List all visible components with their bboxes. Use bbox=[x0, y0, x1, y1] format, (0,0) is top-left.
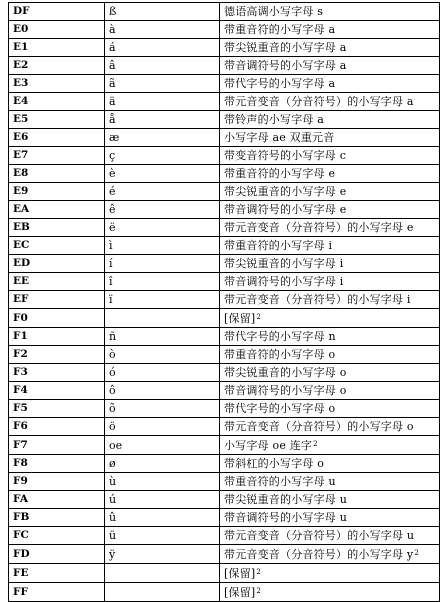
description-text: 带元音变音（分音符号）的小写字母 o bbox=[224, 420, 414, 433]
character-cell: ë bbox=[105, 219, 220, 237]
hex-code-cell: F8 bbox=[9, 455, 105, 473]
hex-code-cell: F5 bbox=[9, 400, 105, 418]
description-cell bbox=[220, 237, 440, 255]
table-row bbox=[9, 527, 440, 545]
character-cell bbox=[105, 583, 220, 602]
character-cell: î bbox=[105, 273, 220, 291]
description-text: [保留] bbox=[224, 586, 256, 599]
description-cell bbox=[220, 57, 440, 75]
footnote-marker: 2 bbox=[313, 440, 318, 448]
description-text: 小写字母 oe 连字 bbox=[224, 439, 313, 452]
footnote-marker: 2 bbox=[256, 587, 262, 595]
description-text: 带元音变音（分音符号）的小写字母 i bbox=[224, 293, 411, 306]
hex-code-cell: E3 bbox=[9, 75, 105, 93]
description-cell bbox=[220, 436, 440, 455]
character-cell: ò bbox=[105, 346, 220, 364]
description-cell bbox=[220, 400, 440, 418]
hex-code-cell: F7 bbox=[9, 436, 105, 455]
character-cell: ü bbox=[105, 527, 220, 545]
description-text: 带尖锐重音的小写字母 a bbox=[224, 41, 347, 54]
footnote-marker: 2 bbox=[414, 549, 419, 557]
description-text: 带尖锐重音的小写字母 o bbox=[224, 366, 347, 379]
table-row bbox=[9, 183, 440, 201]
table-row bbox=[9, 237, 440, 255]
description-cell bbox=[220, 328, 440, 346]
table-row bbox=[9, 129, 440, 147]
hex-code-cell: EF bbox=[9, 291, 105, 309]
table-row bbox=[9, 57, 440, 75]
hex-code-cell: FC bbox=[9, 527, 105, 545]
description-cell bbox=[220, 111, 440, 129]
character-cell: ç bbox=[105, 147, 220, 165]
description-cell bbox=[220, 545, 440, 564]
description-cell bbox=[220, 509, 440, 527]
table-row bbox=[9, 382, 440, 400]
character-cell: á bbox=[105, 39, 220, 57]
table-row bbox=[9, 147, 440, 165]
document-page bbox=[8, 2, 440, 602]
hex-code-cell: F2 bbox=[9, 346, 105, 364]
table-row bbox=[9, 219, 440, 237]
hex-code-cell: F9 bbox=[9, 473, 105, 491]
description-text: 带变音符号的小写字母 c bbox=[224, 149, 347, 162]
hex-code-cell: DF bbox=[9, 3, 105, 21]
description-cell bbox=[220, 21, 440, 39]
description-text: 带尖锐重音的小写字母 u bbox=[224, 493, 347, 506]
hex-code-cell: FB bbox=[9, 509, 105, 527]
hex-code-cell: F0 bbox=[9, 309, 105, 328]
hex-code-cell: EE bbox=[9, 273, 105, 291]
hex-code-cell: E8 bbox=[9, 165, 105, 183]
description-cell bbox=[220, 455, 440, 473]
description-text: 带代字号的小写字母 o bbox=[224, 402, 336, 415]
description-text: 带重音符的小写字母 e bbox=[224, 167, 336, 180]
table-row bbox=[9, 93, 440, 111]
hex-code-cell: F6 bbox=[9, 418, 105, 436]
hex-code-cell: E7 bbox=[9, 147, 105, 165]
description-text: 带元音变音（分音符号）的小写字母 y bbox=[224, 548, 414, 561]
description-text: 带音调符号的小写字母 i bbox=[224, 275, 344, 288]
description-cell bbox=[220, 364, 440, 382]
table-row bbox=[9, 309, 440, 328]
description-cell bbox=[220, 564, 440, 583]
table-row bbox=[9, 328, 440, 346]
description-text: 带斜杠的小写字母 o bbox=[224, 457, 325, 470]
hex-code-cell: ED bbox=[9, 255, 105, 273]
description-text: 小写字母 ae 双重元音 bbox=[224, 131, 335, 144]
hex-code-cell: FF bbox=[9, 583, 105, 602]
character-cell: ì bbox=[105, 237, 220, 255]
hex-code-cell: FE bbox=[9, 564, 105, 583]
description-text: 带元音变音（分音符号）的小写字母 e bbox=[224, 221, 414, 234]
hex-code-cell: F1 bbox=[9, 328, 105, 346]
description-text: 带音调符号的小写字母 e bbox=[224, 203, 347, 216]
character-cell: à bbox=[105, 21, 220, 39]
table-row bbox=[9, 111, 440, 129]
character-cell: ß bbox=[105, 3, 220, 21]
character-cell: ê bbox=[105, 201, 220, 219]
description-text: 带代字号的小写字母 n bbox=[224, 330, 336, 343]
character-cell bbox=[105, 309, 220, 328]
description-cell bbox=[220, 3, 440, 21]
table-row bbox=[9, 75, 440, 93]
description-text: 带代字号的小写字母 a bbox=[224, 77, 336, 90]
table-row bbox=[9, 21, 440, 39]
description-cell bbox=[220, 93, 440, 111]
description-cell bbox=[220, 255, 440, 273]
hex-code-cell: E2 bbox=[9, 57, 105, 75]
description-cell bbox=[220, 418, 440, 436]
table-row bbox=[9, 491, 440, 509]
character-cell: ù bbox=[105, 473, 220, 491]
table-row bbox=[9, 39, 440, 57]
description-cell bbox=[220, 147, 440, 165]
description-text: [保留] bbox=[224, 312, 256, 325]
table-row bbox=[9, 255, 440, 273]
hex-code-cell: E5 bbox=[9, 111, 105, 129]
character-cell bbox=[105, 564, 220, 583]
description-text: 带尖锐重音的小写字母 e bbox=[224, 185, 347, 198]
description-cell bbox=[220, 219, 440, 237]
description-cell bbox=[220, 527, 440, 545]
description-cell bbox=[220, 129, 440, 147]
description-text: 带重音符的小写字母 i bbox=[224, 239, 333, 252]
hex-code-cell: E9 bbox=[9, 183, 105, 201]
character-cell: ä bbox=[105, 93, 220, 111]
table-row bbox=[9, 273, 440, 291]
hex-code-cell: E6 bbox=[9, 129, 105, 147]
table-row bbox=[9, 346, 440, 364]
character-cell: â bbox=[105, 57, 220, 75]
table-row bbox=[9, 291, 440, 309]
description-cell bbox=[220, 309, 440, 328]
character-cell: ÿ bbox=[105, 545, 220, 564]
hex-code-cell: EC bbox=[9, 237, 105, 255]
table-row bbox=[9, 3, 440, 21]
hex-code-cell: F4 bbox=[9, 382, 105, 400]
hex-code-cell: FD bbox=[9, 545, 105, 564]
description-cell bbox=[220, 165, 440, 183]
footnote-marker: 2 bbox=[256, 313, 262, 321]
description-cell bbox=[220, 273, 440, 291]
description-text: 带重音符的小写字母 u bbox=[224, 475, 336, 488]
table-row bbox=[9, 509, 440, 527]
character-cell: û bbox=[105, 509, 220, 527]
character-cell: ô bbox=[105, 382, 220, 400]
description-cell bbox=[220, 382, 440, 400]
character-cell: oe bbox=[105, 436, 220, 455]
description-text: 带元音变音（分音符号）的小写字母 a bbox=[224, 95, 414, 108]
character-cell: è bbox=[105, 165, 220, 183]
description-text: 带重音符的小写字母 a bbox=[224, 23, 336, 36]
footnote-marker: 2 bbox=[256, 568, 262, 576]
table-row bbox=[9, 545, 440, 564]
character-cell: é bbox=[105, 183, 220, 201]
character-cell: õ bbox=[105, 400, 220, 418]
description-cell bbox=[220, 291, 440, 309]
description-text: 带音调符号的小写字母 u bbox=[224, 511, 347, 524]
description-cell bbox=[220, 39, 440, 57]
character-cell: ø bbox=[105, 455, 220, 473]
hex-code-cell: E0 bbox=[9, 21, 105, 39]
description-cell bbox=[220, 75, 440, 93]
character-cell: í bbox=[105, 255, 220, 273]
description-cell bbox=[220, 473, 440, 491]
hex-code-cell: EA bbox=[9, 201, 105, 219]
character-cell: ï bbox=[105, 291, 220, 309]
hex-code-cell: EB bbox=[9, 219, 105, 237]
description-cell bbox=[220, 183, 440, 201]
table-row bbox=[9, 418, 440, 436]
character-cell: å bbox=[105, 111, 220, 129]
description-cell bbox=[220, 346, 440, 364]
description-text: 带尖锐重音的小写字母 i bbox=[224, 257, 344, 270]
description-text: 带音调符号的小写字母 a bbox=[224, 59, 347, 72]
description-cell bbox=[220, 583, 440, 602]
description-text: 德语高调小写字母 s bbox=[224, 5, 324, 18]
hex-code-cell: E4 bbox=[9, 93, 105, 111]
character-cell: ó bbox=[105, 364, 220, 382]
table-row bbox=[9, 364, 440, 382]
description-text: [保留] bbox=[224, 567, 256, 580]
hex-code-cell: F3 bbox=[9, 364, 105, 382]
character-cell: ã bbox=[105, 75, 220, 93]
hex-code-cell: E1 bbox=[9, 39, 105, 57]
description-cell bbox=[220, 491, 440, 509]
table-body bbox=[9, 3, 440, 602]
character-cell: ñ bbox=[105, 328, 220, 346]
hex-code-cell: FA bbox=[9, 491, 105, 509]
table-row bbox=[9, 583, 440, 602]
table-row bbox=[9, 564, 440, 583]
table-row bbox=[9, 201, 440, 219]
description-text: 带铃声的小写字母 a bbox=[224, 113, 325, 126]
description-text: 带音调符号的小写字母 o bbox=[224, 384, 347, 397]
character-cell: ú bbox=[105, 491, 220, 509]
character-code-table bbox=[8, 2, 440, 602]
character-cell: æ bbox=[105, 129, 220, 147]
table-row bbox=[9, 473, 440, 491]
description-text: 带重音符的小写字母 o bbox=[224, 348, 336, 361]
description-cell bbox=[220, 201, 440, 219]
table-row bbox=[9, 436, 440, 455]
table-row bbox=[9, 400, 440, 418]
character-cell: ö bbox=[105, 418, 220, 436]
description-text: 带元音变音（分音符号）的小写字母 u bbox=[224, 529, 415, 542]
table-row bbox=[9, 455, 440, 473]
table-row bbox=[9, 165, 440, 183]
